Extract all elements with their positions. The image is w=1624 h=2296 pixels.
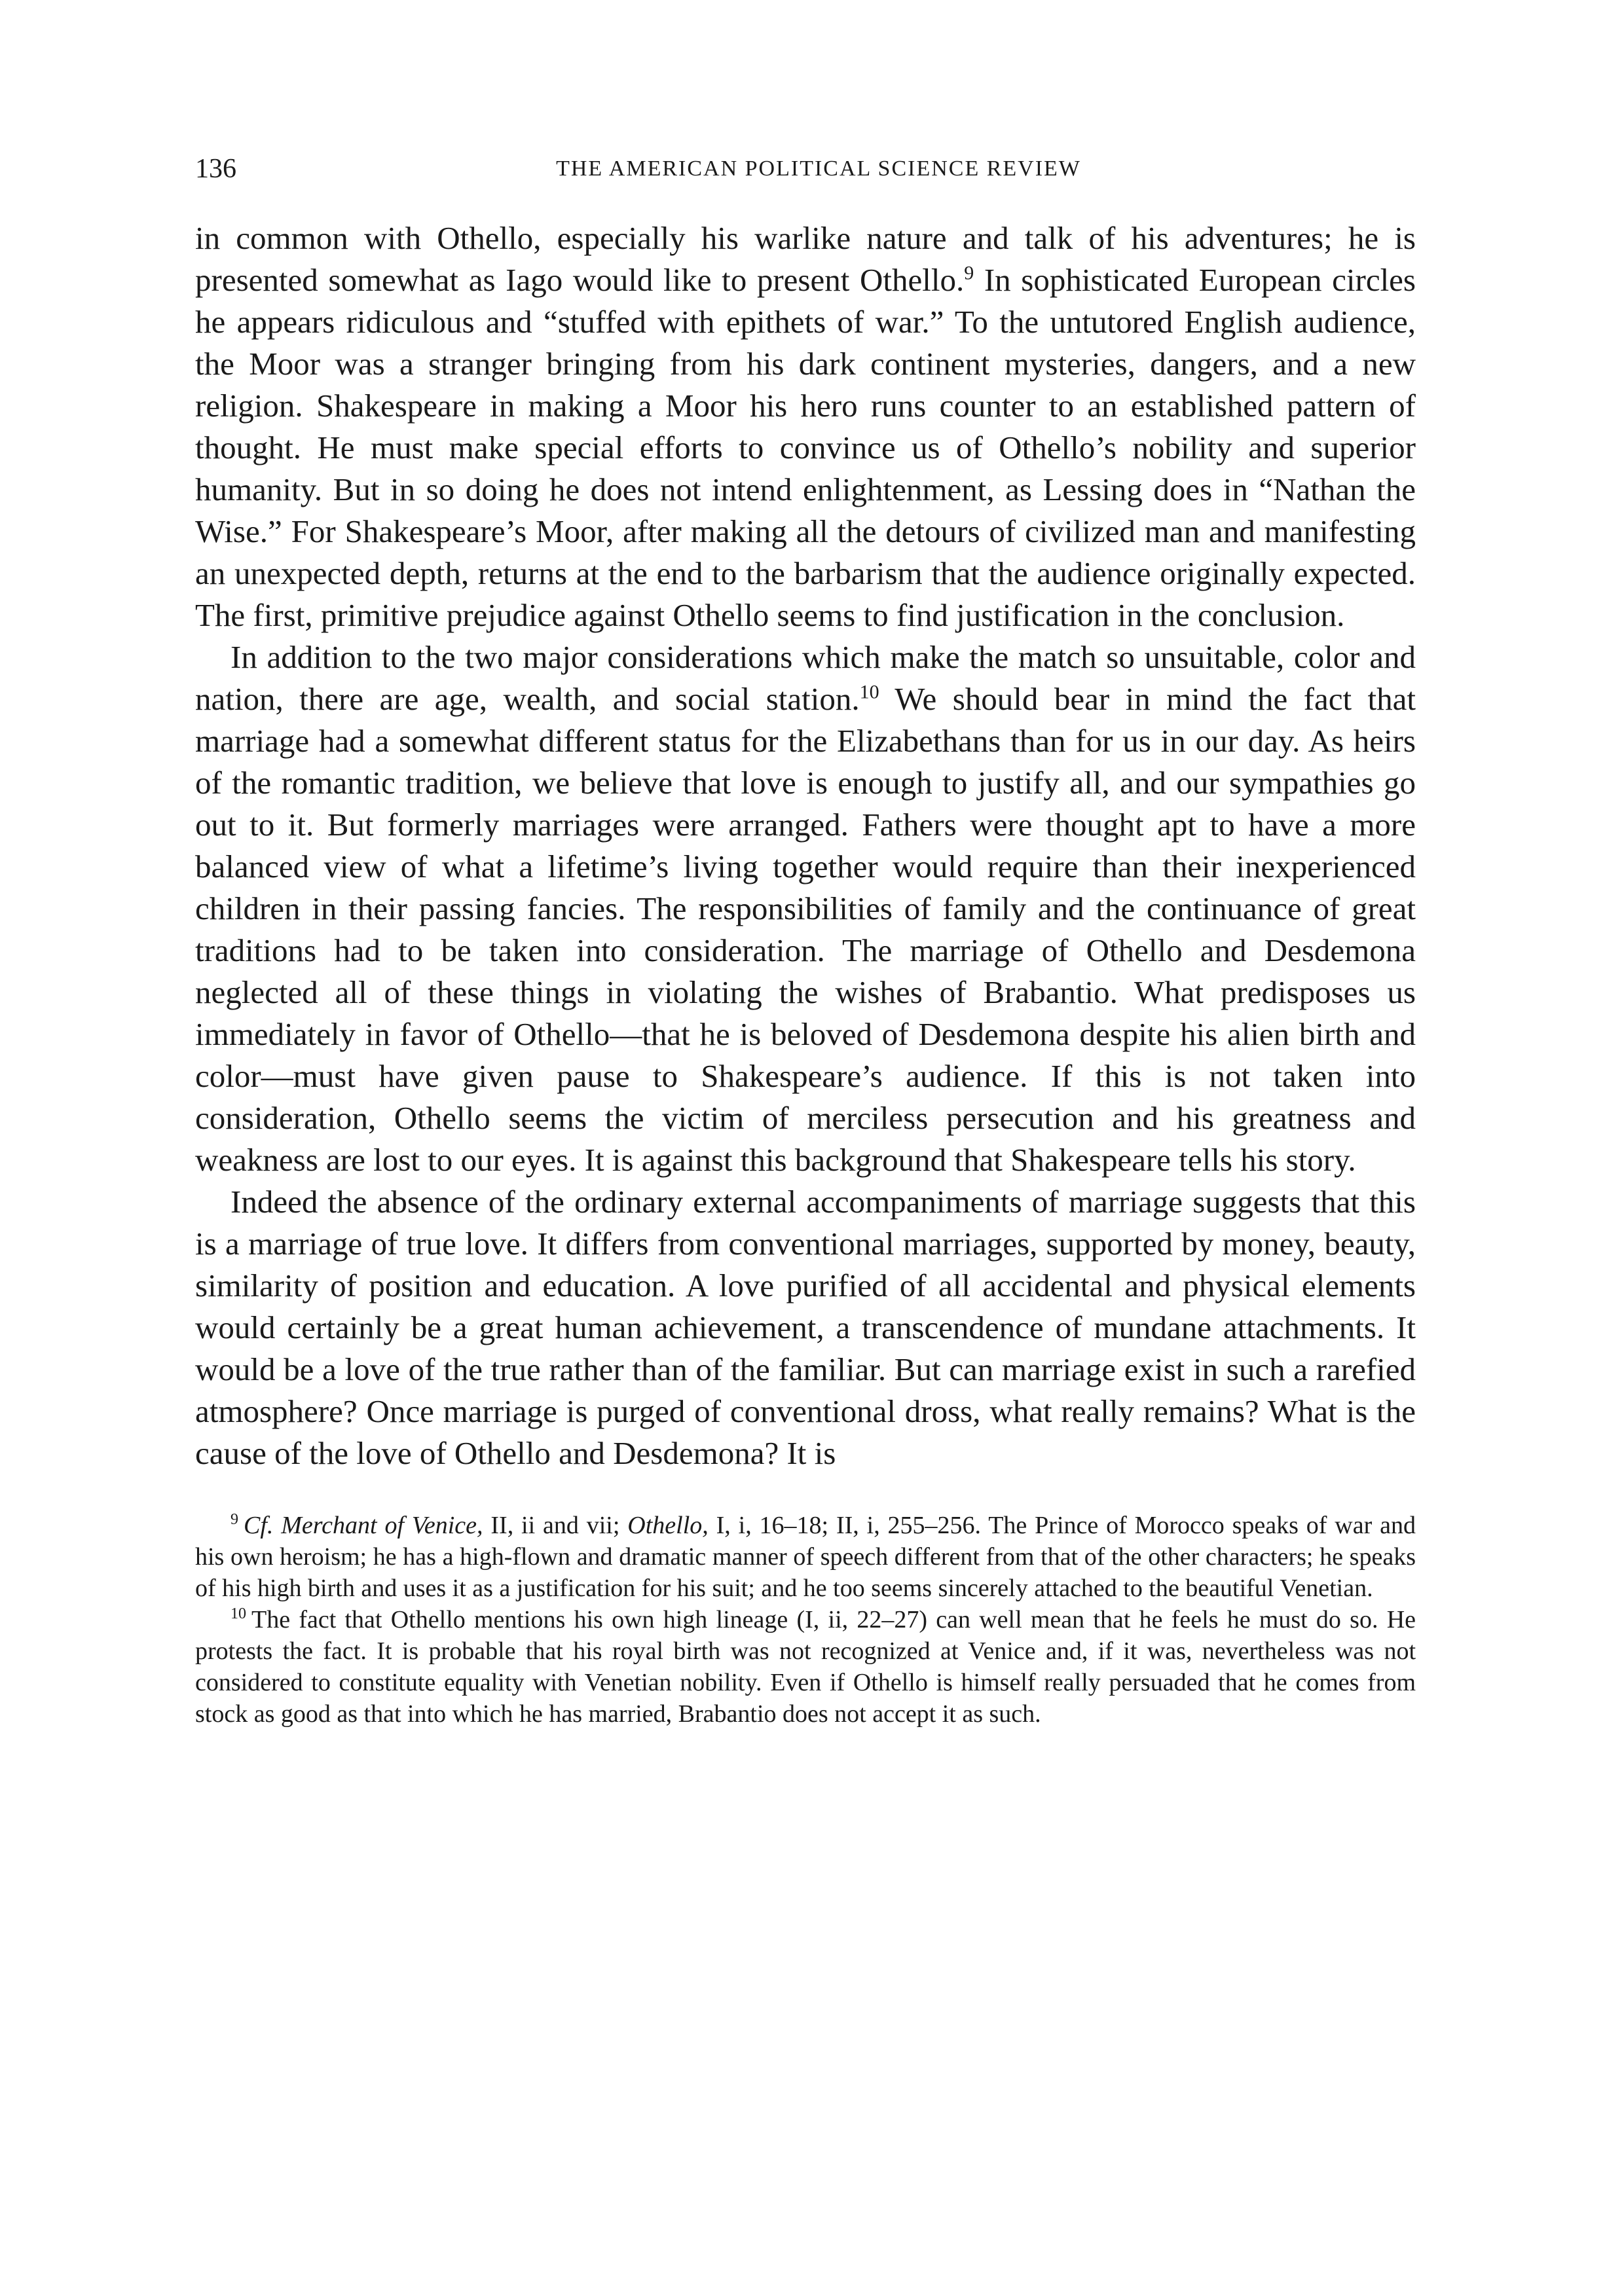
paragraph-1-text-a: in common with Othello, especially his warlike nature and talk of his adventures; he is presented somewhat as Iago would like to present Othello. — [195, 220, 1416, 298]
article-body — [195, 217, 1416, 1474]
footnote-ref-10: 10 — [859, 681, 879, 703]
footnote-9-mark: 9 — [231, 1511, 238, 1529]
footnote-9-merchant-title: Merchant of Venice, — [281, 1512, 483, 1539]
journal-title: THE AMERICAN POLITICAL SCIENCE REVIEW — [556, 156, 1081, 181]
footnote-9-othello-title: Othello, — [627, 1512, 709, 1539]
running-head — [195, 149, 1416, 189]
paragraph-3: Indeed the absence of the ordinary external accompaniments of marriage suggests that this is a marriage of true love. It differs from conventional marriages, supported by money, beauty, similarity of position and education. A love purified of all accidental and physical elements would certainly be a great human achievement, a transcendence of mundane attachments. It would be a love of the true rather than of the familiar. But can marriage exist in such a rarefied atmosphere? Once marriage is purged of conventional dross, what really remains? What is the cause of the love of Othello and Desdemona? It is — [195, 1184, 1416, 1471]
footnote-9-mid: II, ii and vii; — [483, 1512, 628, 1539]
journal-page — [195, 149, 1416, 1730]
page-number: 136 — [195, 154, 236, 184]
footnote-10-text: The fact that Othello mentions his own high lineage (I, ii, 22–27) can well mean that he feels he must do so. He protests the fact. It is probable that his royal birth was not recognized at Venice and, if it was, nevertheless was not considered to constitute equality with Venetian nobility. Even if Othello is himself really persuaded that he comes from stock as good as that into which he has married, Brabantio does not accept it as such. — [195, 1606, 1416, 1728]
paragraph-1 — [195, 217, 1416, 636]
footnote-9-cf: Cf. — [244, 1512, 274, 1539]
footnote-10-mark: 10 — [231, 1605, 246, 1623]
paragraph-2-text-a: In addition to the two major considerations which make the match so unsuitable, color and nation, there are age, wealth, and social station. — [195, 639, 1416, 717]
footnotes — [195, 1510, 1416, 1730]
footnote-9 — [195, 1510, 1416, 1604]
paragraph-1-text-b: In sophisticated European circles he appears ridiculous and “stuffed with epithets of war.” To the untutored English audience, the Moor was a stranger bringing from his dark continent mysteries, dangers, and a new religion. Shakespeare in making a Moor his hero runs counter to an established pattern of thought. He must make special efforts to convince us of Othello’s nobility and superior humanity. But in so doing he does not intend enlightenment, as Lessing does in “Nathan the Wise.” For Shakespeare’s Moor, after making all the detours of civilized man and manifesting an unexpected depth, returns at the end to the barbarism that the audience originally expected. The first, primitive prejudice against Othello seems to find justification in the conclusion. — [195, 262, 1416, 633]
footnote-9-text: I, i, 16–18; II, i, 255–256. The Prince of Morocco speaks of war and his own heroism; he has a high-flown and dramatic manner of speech different from that of the other characters; he speaks of his high birth and uses it as a justification for his suit; and he too seems sincerely attached to the beautiful Venetian. — [195, 1512, 1416, 1602]
paragraph-2 — [195, 636, 1416, 1181]
paragraph-2-text-b: We should bear in mind the fact that marriage had a somewhat different status for the Elizabethans than for us in our day. As heirs of the romantic tradition, we believe that love is enough to justify all, and our sympathies go out to it. But formerly marriages were arranged. Fathers were thought apt to have a more balanced view of what a lifetime’s living together would require than their inexperienced children in their passing fancies. The responsibilities of family and the continuance of great traditions had to be taken into consideration. The marriage of Othello and Desdemona neglected all of these things in violating the wishes of Brabantio. What predisposes us immediately in favor of Othello—that he is beloved of Desdemona despite his alien birth and color—must have given pause to Shakespeare’s audience. If this is not taken into consideration, Othello seems the victim of merciless persecution and his greatness and weakness are lost to our eyes. It is against this background that Shakespeare tells his story. — [195, 681, 1416, 1178]
footnote-10 — [195, 1604, 1416, 1730]
footnote-ref-9: 9 — [964, 262, 974, 284]
